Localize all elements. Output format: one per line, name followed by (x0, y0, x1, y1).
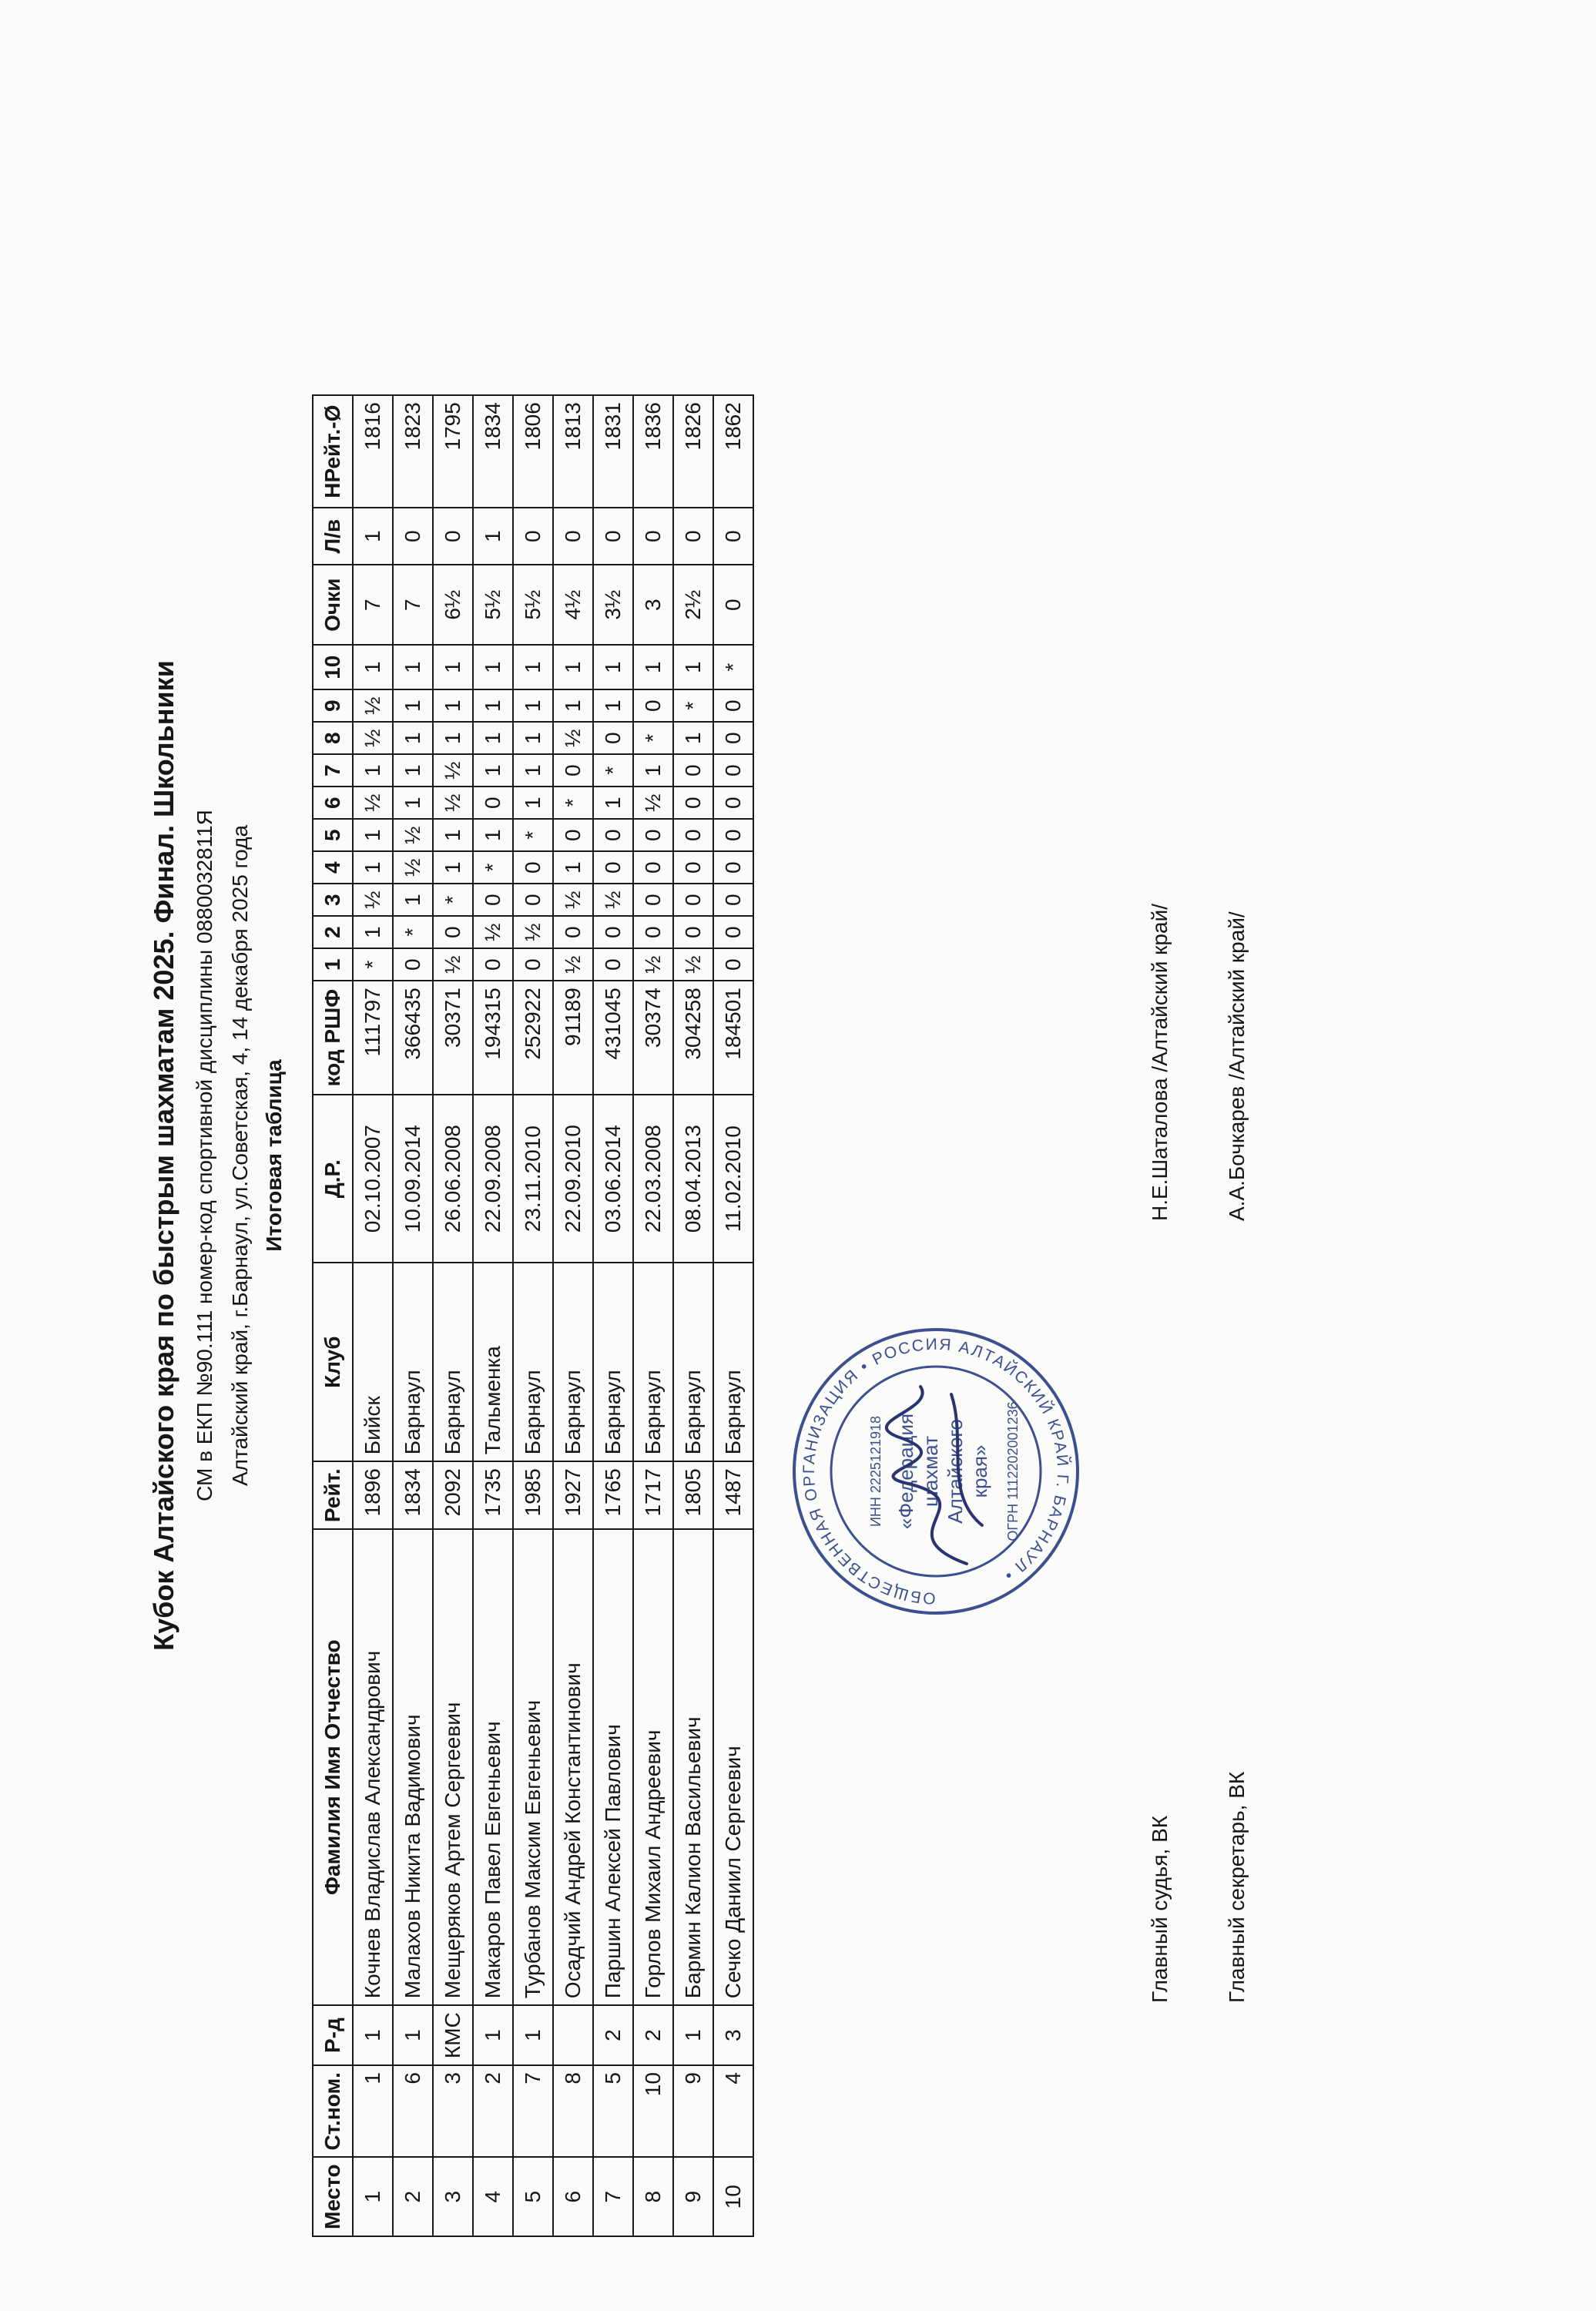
cell-round-7: 1 (393, 754, 433, 787)
cell-category: 1 (673, 2005, 713, 2065)
cell-round-10: 1 (673, 645, 713, 689)
cell-round-9: 0 (633, 689, 673, 722)
cell-club: Барнаул (713, 1263, 753, 1461)
cell-new-rating: 1816 (353, 395, 393, 508)
cell-round-6: 1 (513, 787, 553, 819)
cell-tiebreak: 0 (713, 508, 753, 565)
cell-category: 2 (633, 2005, 673, 2065)
cell-rating: 1765 (593, 1461, 633, 1529)
cell-round-8: 1 (513, 722, 553, 754)
cell-start-number: 5 (593, 2065, 633, 2157)
cell-player-name: Мещеряков Артем Сергеевич (433, 1529, 473, 2005)
cell-category: 2 (593, 2005, 633, 2065)
col-birth-date: Д.Р. (313, 1095, 353, 1263)
cell-round-1: 0 (473, 948, 513, 981)
cell-birth-date: 10.09.2014 (393, 1095, 433, 1263)
cell-place: 10 (713, 2157, 753, 2236)
cell-club: Тальменка (473, 1263, 513, 1461)
cell-round-10: 1 (473, 645, 513, 689)
cell-tiebreak: 0 (553, 508, 593, 565)
table-header-row (313, 395, 353, 2236)
table-row (473, 395, 513, 2236)
col-round-1: 1 (313, 948, 353, 981)
cell-birth-date: 02.10.2007 (353, 1095, 393, 1263)
cell-points: 5½ (513, 565, 553, 645)
col-round-3: 3 (313, 884, 353, 916)
cell-round-9: 1 (593, 689, 633, 722)
cell-round-4: 0 (593, 851, 633, 884)
cell-rating: 1805 (673, 1461, 713, 1529)
cell-round-3: 0 (673, 884, 713, 916)
table-row (433, 395, 473, 2236)
cell-round-6: * (553, 787, 593, 819)
chief-judge-name: Н.Е.Шаталова /Алтайский край/ (1148, 904, 1172, 1221)
col-round-2: 2 (313, 916, 353, 948)
cell-club: Барнаул (513, 1263, 553, 1461)
cell-round-5: 1 (433, 819, 473, 851)
cell-round-7: 0 (713, 754, 753, 787)
cell-round-5: 0 (713, 819, 753, 851)
cell-tiebreak: 0 (633, 508, 673, 565)
col-round-9: 9 (313, 689, 353, 722)
cell-player-name: Макаров Павел Евгеньевич (473, 1529, 513, 2005)
cell-club: Барнаул (433, 1263, 473, 1461)
cell-tiebreak: 1 (353, 508, 393, 565)
cell-place: 3 (433, 2157, 473, 2236)
cell-rating: 2092 (433, 1461, 473, 1529)
col-category: Р-д (313, 2005, 353, 2065)
cell-points: 0 (713, 565, 753, 645)
cell-round-5: 1 (473, 819, 513, 851)
cell-round-8: 1 (473, 722, 513, 754)
cell-rating: 1896 (353, 1461, 393, 1529)
cell-player-name: Осадчий Андрей Константинович (553, 1529, 593, 2005)
cell-round-2: 0 (433, 916, 473, 948)
cell-rcf-code: 111797 (353, 981, 393, 1095)
stamp-outer-text: ОБЩЕСТВЕННАЯ ОРГАНИЗАЦИЯ • РОССИЯ АЛТАЙСКИЙ КРАЙ Г. БАРНАУЛ • (800, 1335, 1072, 1608)
results-table (312, 394, 754, 2237)
organization-stamp (790, 1325, 1082, 1618)
cell-rcf-code: 30374 (633, 981, 673, 1095)
cell-tiebreak: 0 (513, 508, 553, 565)
cell-round-4: * (473, 851, 513, 884)
table-row (673, 395, 713, 2236)
chief-secretary-role: Главный секретарь, ВК (1225, 1771, 1249, 2003)
cell-new-rating: 1795 (433, 395, 473, 508)
cell-round-9: 1 (553, 689, 593, 722)
cell-place: 6 (553, 2157, 593, 2236)
cell-round-9: 1 (433, 689, 473, 722)
chief-judge-role: Главный судья, ВК (1148, 1815, 1172, 2003)
cell-round-4: 0 (673, 851, 713, 884)
cell-birth-date: 26.06.2008 (433, 1095, 473, 1263)
cell-place: 5 (513, 2157, 553, 2236)
cell-round-2: 0 (633, 916, 673, 948)
cell-round-6: 1 (593, 787, 633, 819)
cell-player-name: Паршин Алексей Павлович (593, 1529, 633, 2005)
stamp-line-3: Алтайского (944, 1419, 967, 1524)
cell-round-7: 1 (633, 754, 673, 787)
cell-round-2: 0 (673, 916, 713, 948)
cell-rcf-code: 184501 (713, 981, 753, 1095)
cell-rcf-code: 304258 (673, 981, 713, 1095)
cell-round-1: 0 (393, 948, 433, 981)
cell-tiebreak: 1 (473, 508, 513, 565)
cell-rcf-code: 194315 (473, 981, 513, 1095)
cell-round-1: 0 (713, 948, 753, 981)
cell-rcf-code: 91189 (553, 981, 593, 1095)
table-row (593, 395, 633, 2236)
cell-round-4: 0 (633, 851, 673, 884)
cell-round-7: ½ (433, 754, 473, 787)
cell-club: Барнаул (593, 1263, 633, 1461)
cell-category: 1 (513, 2005, 553, 2065)
col-start-number: Ст.ном. (313, 2065, 353, 2157)
col-round-5: 5 (313, 819, 353, 851)
col-rating: Рейт. (313, 1461, 353, 1529)
cell-new-rating: 1862 (713, 395, 753, 508)
cell-player-name: Турбанов Максим Евгеньевич (513, 1529, 553, 2005)
col-round-8: 8 (313, 722, 353, 754)
cell-round-8: 0 (713, 722, 753, 754)
cell-round-1: ½ (673, 948, 713, 981)
cell-round-5: * (513, 819, 553, 851)
stamp-line-4: края» (968, 1444, 991, 1498)
cell-tiebreak: 0 (673, 508, 713, 565)
cell-round-10: 1 (593, 645, 633, 689)
cell-birth-date: 03.06.2014 (593, 1095, 633, 1263)
stamp-inn: ИНН 2225121918 (868, 1415, 884, 1528)
cell-category: 1 (393, 2005, 433, 2065)
col-round-4: 4 (313, 851, 353, 884)
cell-round-6: 1 (393, 787, 433, 819)
cell-round-7: 1 (353, 754, 393, 787)
cell-rating: 1985 (513, 1461, 553, 1529)
cell-round-4: 1 (433, 851, 473, 884)
cell-round-3: ½ (593, 884, 633, 916)
col-round-6: 6 (313, 787, 353, 819)
cell-birth-date: 11.02.2010 (713, 1095, 753, 1263)
cell-rating: 1717 (633, 1461, 673, 1529)
table-row (633, 395, 673, 2236)
cell-start-number: 8 (553, 2065, 593, 2157)
cell-round-8: * (633, 722, 673, 754)
table-row (513, 395, 553, 2236)
cell-round-9: 1 (473, 689, 513, 722)
cell-round-2: ½ (513, 916, 553, 948)
table-body (353, 395, 753, 2236)
cell-start-number: 3 (433, 2065, 473, 2157)
cell-round-1: 0 (513, 948, 553, 981)
cell-rcf-code: 431045 (593, 981, 633, 1095)
chief-secretary-name: А.А.Бочкарев /Алтайский край/ (1225, 911, 1249, 1221)
cell-round-8: 0 (593, 722, 633, 754)
cell-round-2: * (393, 916, 433, 948)
cell-round-5: ½ (393, 819, 433, 851)
cell-round-8: 1 (393, 722, 433, 754)
cell-round-10: 1 (393, 645, 433, 689)
cell-round-1: ½ (433, 948, 473, 981)
cell-new-rating: 1826 (673, 395, 713, 508)
cell-start-number: 9 (673, 2065, 713, 2157)
cell-round-8: ½ (553, 722, 593, 754)
cell-new-rating: 1813 (553, 395, 593, 508)
cell-round-10: 1 (353, 645, 393, 689)
col-round-7: 7 (313, 754, 353, 787)
cell-new-rating: 1831 (593, 395, 633, 508)
cell-round-5: 0 (673, 819, 713, 851)
cell-round-10: 1 (553, 645, 593, 689)
cell-round-6: ½ (633, 787, 673, 819)
cell-round-2: 1 (353, 916, 393, 948)
cell-round-3: ½ (553, 884, 593, 916)
table-row (553, 395, 593, 2236)
col-points: Очки (313, 565, 353, 645)
cell-round-3: * (433, 884, 473, 916)
table-row (353, 395, 393, 2236)
col-full-name: Фамилия Имя Отчество (313, 1529, 353, 2005)
cell-round-9: ½ (353, 689, 393, 722)
cell-points: 2½ (673, 565, 713, 645)
cell-round-2: ½ (473, 916, 513, 948)
cell-round-1: ½ (633, 948, 673, 981)
cell-round-4: 1 (553, 851, 593, 884)
cell-round-2: 0 (593, 916, 633, 948)
cell-round-8: 1 (433, 722, 473, 754)
cell-round-9: 1 (513, 689, 553, 722)
cell-place: 7 (593, 2157, 633, 2236)
cell-points: 3½ (593, 565, 633, 645)
cell-club: Бийск (353, 1263, 393, 1461)
cell-round-10: * (713, 645, 753, 689)
document-title: Кубок Алтайского края по быстрым шахматам 2025. Финал. Школьники (148, 660, 179, 1651)
cell-round-6: 0 (473, 787, 513, 819)
cell-birth-date: 22.09.2008 (473, 1095, 513, 1263)
cell-points: 4½ (553, 565, 593, 645)
cell-round-9: 0 (713, 689, 753, 722)
cell-round-10: 1 (433, 645, 473, 689)
cell-round-7: 0 (673, 754, 713, 787)
cell-start-number: 2 (473, 2065, 513, 2157)
cell-round-9: 1 (393, 689, 433, 722)
cell-club: Барнаул (553, 1263, 593, 1461)
cell-round-10: 1 (633, 645, 673, 689)
cell-points: 3 (633, 565, 673, 645)
col-club: Клуб (313, 1263, 353, 1461)
cell-round-5: 0 (593, 819, 633, 851)
cell-place: 1 (353, 2157, 393, 2236)
cell-round-2: 0 (713, 916, 753, 948)
cell-round-6: ½ (433, 787, 473, 819)
cell-place: 8 (633, 2157, 673, 2236)
cell-category: 1 (353, 2005, 393, 2065)
cell-player-name: Сечко Даниил Сергеевич (713, 1529, 753, 2005)
cell-start-number: 4 (713, 2065, 753, 2157)
cell-round-8: ½ (353, 722, 393, 754)
cell-round-9: * (673, 689, 713, 722)
cell-new-rating: 1806 (513, 395, 553, 508)
table-row (393, 395, 433, 2236)
cell-round-4: 0 (713, 851, 753, 884)
cell-rating: 1927 (553, 1461, 593, 1529)
cell-start-number: 1 (353, 2065, 393, 2157)
cell-birth-date: 22.03.2008 (633, 1095, 673, 1263)
stamp-line-2: шахмат (919, 1436, 942, 1507)
cell-round-2: 0 (553, 916, 593, 948)
cell-round-7: 1 (513, 754, 553, 787)
cell-category: КМС (433, 2005, 473, 2065)
cell-category (553, 2005, 593, 2065)
ekp-subtitle: СМ в ЕКП №90.111 номер-код спортивной дисциплины 0880032811Я (193, 810, 216, 1501)
cell-rating: 1834 (393, 1461, 433, 1529)
cell-round-8: 1 (673, 722, 713, 754)
cell-round-4: ½ (393, 851, 433, 884)
cell-place: 4 (473, 2157, 513, 2236)
venue-subtitle: Алтайский край, г.Барнаул, ул.Советская, 4, 14 декабря 2025 года (228, 824, 252, 1487)
cell-player-name: Горлов Михаил Андреевич (633, 1529, 673, 2005)
cell-new-rating: 1823 (393, 395, 433, 508)
cell-round-3: 1 (393, 884, 433, 916)
cell-start-number: 6 (393, 2065, 433, 2157)
cell-place: 9 (673, 2157, 713, 2236)
cell-tiebreak: 0 (593, 508, 633, 565)
col-tiebreak: Л/в (313, 508, 353, 565)
cell-round-5: 1 (353, 819, 393, 851)
cell-rcf-code: 252922 (513, 981, 553, 1095)
cell-category: 3 (713, 2005, 753, 2065)
cell-new-rating: 1836 (633, 395, 673, 508)
cell-round-10: 1 (513, 645, 553, 689)
cell-round-6: 0 (673, 787, 713, 819)
cell-player-name: Малахов Никита Вадимович (393, 1529, 433, 2005)
cell-rating: 1487 (713, 1461, 753, 1529)
cell-round-6: ½ (353, 787, 393, 819)
stamp-line-1: «Федерация (894, 1413, 917, 1530)
cell-player-name: Кочнев Владислав Александрович (353, 1529, 393, 2005)
cell-round-1: * (353, 948, 393, 981)
cell-place: 2 (393, 2157, 433, 2236)
cell-rating: 1735 (473, 1461, 513, 1529)
cell-round-1: 0 (593, 948, 633, 981)
cell-points: 5½ (473, 565, 513, 645)
cell-round-6: 0 (713, 787, 753, 819)
cell-club: Барнаул (633, 1263, 673, 1461)
cell-round-5: 0 (553, 819, 593, 851)
cell-round-7: 1 (473, 754, 513, 787)
cell-round-5: 0 (633, 819, 673, 851)
col-place: Место (313, 2157, 353, 2236)
cell-rcf-code: 366435 (393, 981, 433, 1095)
table-caption: Итоговая таблица (262, 1059, 286, 1252)
cell-round-3: 0 (473, 884, 513, 916)
cell-club: Барнаул (393, 1263, 433, 1461)
cell-round-3: 0 (633, 884, 673, 916)
cell-points: 7 (393, 565, 433, 645)
cell-points: 6½ (433, 565, 473, 645)
cell-round-4: 1 (353, 851, 393, 884)
cell-birth-date: 23.11.2010 (513, 1095, 553, 1263)
cell-tiebreak: 0 (433, 508, 473, 565)
cell-start-number: 7 (513, 2065, 553, 2157)
cell-player-name: Бармин Калион Васильевич (673, 1529, 713, 2005)
cell-birth-date: 08.04.2013 (673, 1095, 713, 1263)
col-rcf-code: код РШФ (313, 981, 353, 1095)
cell-round-7: * (593, 754, 633, 787)
cell-club: Барнаул (673, 1263, 713, 1461)
cell-tiebreak: 0 (393, 508, 433, 565)
cell-birth-date: 22.09.2010 (553, 1095, 593, 1263)
cell-round-7: 0 (553, 754, 593, 787)
cell-round-3: ½ (353, 884, 393, 916)
stamp-ogrn: ОГРН 1112202001236 (1005, 1401, 1021, 1541)
cell-round-4: 0 (513, 851, 553, 884)
cell-round-3: 0 (713, 884, 753, 916)
cell-round-1: ½ (553, 948, 593, 981)
table-row (713, 395, 753, 2236)
cell-category: 1 (473, 2005, 513, 2065)
cell-round-3: 0 (513, 884, 553, 916)
cell-start-number: 10 (633, 2065, 673, 2157)
cell-points: 7 (353, 565, 393, 645)
cell-new-rating: 1834 (473, 395, 513, 508)
cell-rcf-code: 30371 (433, 981, 473, 1095)
col-round-10: 10 (313, 645, 353, 689)
col-new-rating: НРейт.-Ø (313, 395, 353, 508)
